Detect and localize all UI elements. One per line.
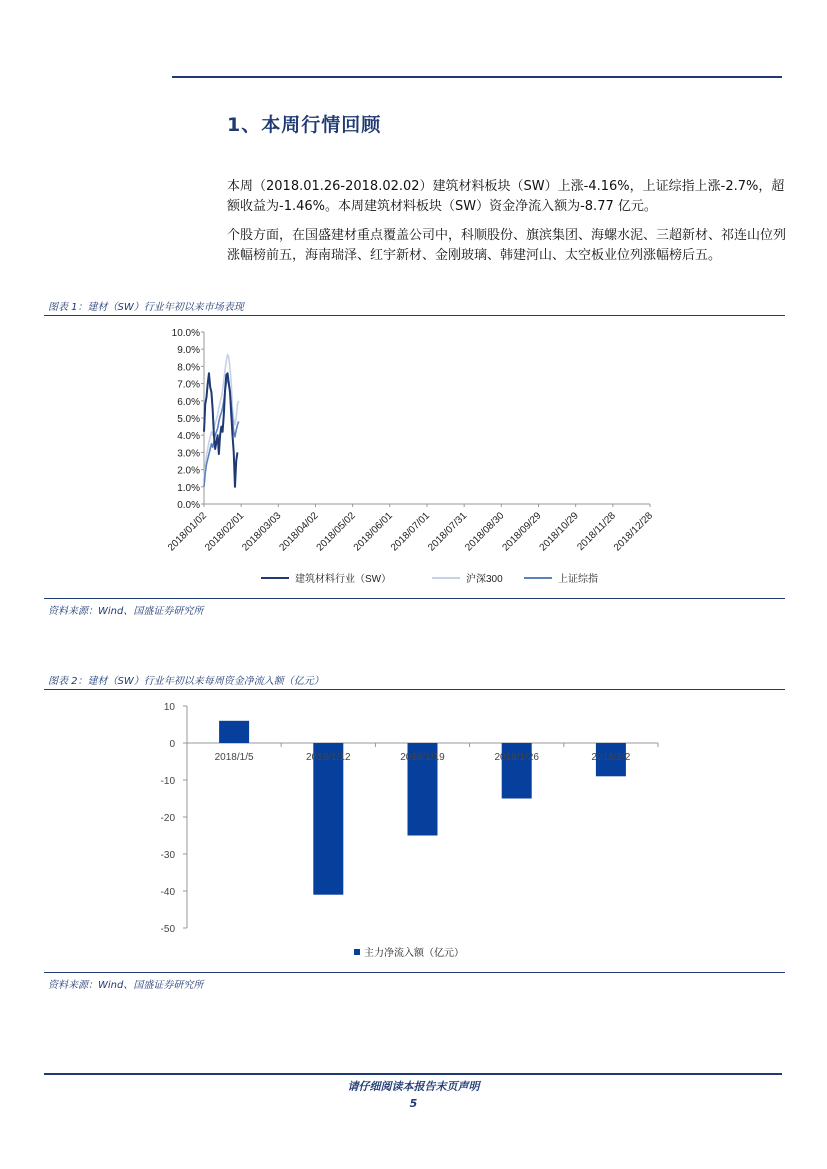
figure2-y-tick-label: 0 bbox=[169, 739, 175, 750]
figure1-x-tick-label: 2018/03/03 bbox=[240, 510, 284, 554]
figure1-legend-label: 上证综指 bbox=[558, 574, 598, 585]
figure1-series-line-0 bbox=[204, 373, 237, 487]
figure2-bar-chart bbox=[44, 692, 785, 972]
figure1-top-rule bbox=[44, 315, 785, 316]
figure2-category-label: 2018/1/26 bbox=[494, 752, 539, 763]
figure2-caption: 图表 2：建材（SW）行业年初以来每周资金净流入额（亿元） bbox=[48, 676, 324, 687]
figure1-legend bbox=[261, 572, 598, 585]
figure1-x-tick-label: 2018/01/02 bbox=[165, 510, 210, 554]
figure1-x-tick-label: 2018/07/31 bbox=[426, 510, 470, 554]
figure1-x-tick-label: 2018/07/01 bbox=[388, 510, 433, 554]
figure2-category-label: 2018/2/2 bbox=[591, 752, 631, 763]
figure1-x-tick-label: 2018/05/02 bbox=[314, 510, 358, 554]
figure2-bar bbox=[313, 743, 343, 895]
figure2-bar bbox=[219, 721, 249, 743]
figure1-x-tick-label: 2018/11/28 bbox=[575, 510, 618, 553]
figure1-x-tick-label: 2018/06/01 bbox=[351, 510, 395, 554]
figure1-y-tick-label: 6.0% bbox=[177, 396, 200, 408]
figure1-x-tick-label: 2018/08/30 bbox=[463, 510, 507, 554]
footer-rule bbox=[44, 1073, 782, 1075]
figure1-y-tick-label: 2.0% bbox=[177, 465, 200, 477]
paragraph-weekly-summary: 本周（2018.01.26-2018.02.02）建筑材料板块（SW）上涨-4.16%，上证综指上涨-2.7%，超额收益为-1.46%。本周建筑材料板块（SW）资金净流入额为-8.77 亿元。 bbox=[227, 179, 785, 214]
figure1-y-tick-label: 4.0% bbox=[177, 431, 200, 443]
figure2-legend-label: 主力净流入额（亿元） bbox=[364, 948, 464, 959]
figure2-y-tick-label: -40 bbox=[160, 887, 175, 898]
header-rule bbox=[172, 76, 782, 78]
figure1-series bbox=[204, 354, 239, 486]
figure2-category-labels bbox=[215, 752, 631, 763]
figure1-y-tick-label: 5.0% bbox=[177, 414, 200, 425]
figure1-y-tick-label: 1.0% bbox=[177, 482, 200, 494]
figure2-legend bbox=[354, 946, 464, 959]
figure2-legend-swatch bbox=[354, 949, 360, 955]
figure1-legend-label: 沪深300 bbox=[466, 574, 503, 585]
figure2-bottom-rule bbox=[44, 972, 785, 973]
figure1-caption: 图表 1：建材（SW）行业年初以来市场表现 bbox=[48, 302, 244, 313]
figure1-x-tick-label: 2018/04/02 bbox=[277, 510, 321, 554]
figure1-legend-label: 建筑材料行业（SW） bbox=[295, 574, 392, 585]
figure1-x-tick-label: 2018/10/29 bbox=[537, 510, 581, 554]
paragraph-stock-movers: 个股方面，在国盛建材重点覆盖公司中，科顺股份、旗滨集团、海螺水泥、三超新材、祁连山位列涨幅榜前五，海南瑞泽、红宇新材、金刚玻璃、韩建河山、太空板业位列涨幅榜后五。 bbox=[227, 228, 787, 263]
figure1-y-tick-label: 7.0% bbox=[177, 379, 200, 391]
figure1-source: 资料来源：Wind、国盛证券研究所 bbox=[48, 606, 204, 617]
figure2-y-tick-label: -30 bbox=[160, 850, 175, 861]
figure2-source: 资料来源：Wind、国盛证券研究所 bbox=[48, 980, 204, 991]
figure2-category-label: 2018/1/12 bbox=[306, 752, 351, 763]
figure1-y-axis bbox=[172, 328, 204, 511]
section-title: 1、本周行情回顾 bbox=[227, 114, 382, 136]
figure2-category-label: 2018/1/19 bbox=[400, 752, 445, 763]
figure1-x-tick-label: 2018/09/29 bbox=[500, 510, 544, 554]
figure1-y-tick-label: 10.0% bbox=[171, 328, 200, 339]
figure1-y-tick-label: 8.0% bbox=[177, 362, 200, 374]
figure1-y-tick-label: 9.0% bbox=[177, 345, 200, 357]
figure1-line-chart bbox=[44, 318, 785, 598]
footer-disclaimer: 请仔细阅读本报告末页声明 bbox=[347, 1080, 480, 1093]
figure1-y-tick-label: 3.0% bbox=[177, 448, 200, 460]
figure2-y-tick-label: -50 bbox=[160, 924, 175, 935]
figure2-y-tick-label: -20 bbox=[160, 813, 175, 824]
figure2-bars bbox=[219, 721, 626, 895]
figure1-x-axis bbox=[166, 504, 655, 554]
figure2-y-tick-label: 10 bbox=[163, 702, 175, 713]
figure1-x-tick-label: 2018/12/28 bbox=[611, 510, 656, 554]
page-number: 5 bbox=[409, 1097, 418, 1110]
figure2-category-label: 2018/1/5 bbox=[214, 752, 254, 763]
figure1-bottom-rule bbox=[44, 598, 785, 599]
figure2-y-tick-label: -10 bbox=[160, 776, 175, 787]
figure2-top-rule bbox=[44, 689, 785, 690]
figure1-x-tick-label: 2018/02/01 bbox=[203, 510, 247, 554]
figure1-y-tick-label: 0.0% bbox=[177, 500, 200, 511]
